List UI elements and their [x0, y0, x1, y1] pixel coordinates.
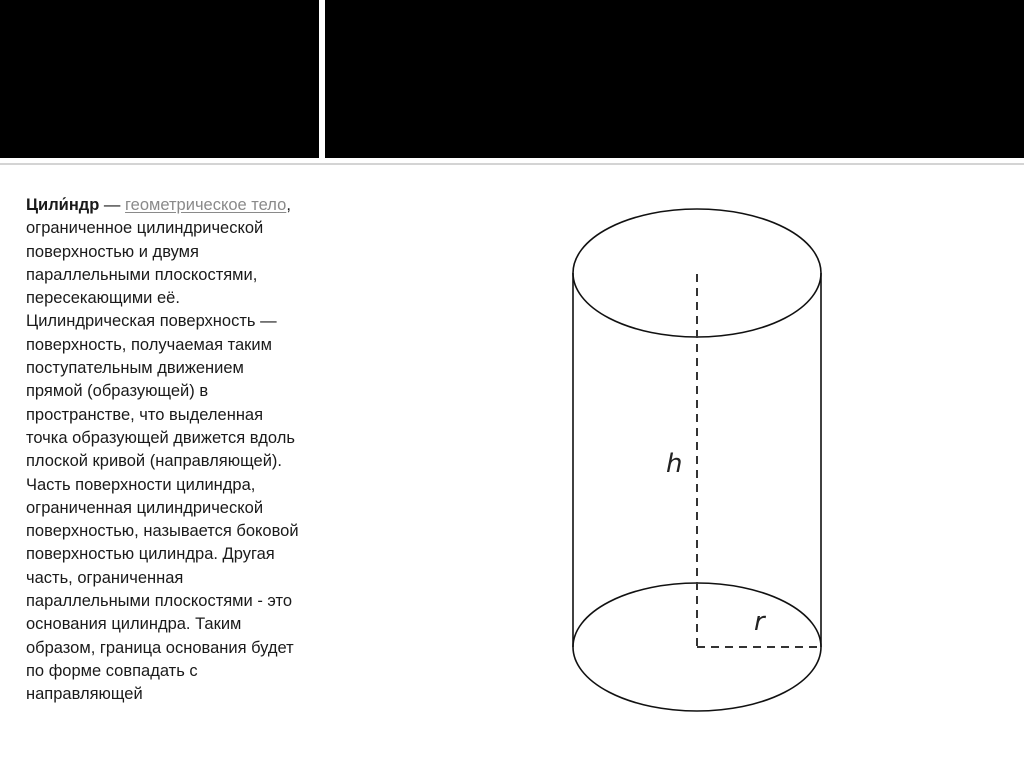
geometric-body-link[interactable]: геометрическое тело — [125, 196, 287, 214]
text-line: ограниченное цилиндрической — [26, 219, 264, 238]
text-line: часть, ограниченная — [26, 568, 184, 587]
text-line: Часть поверхности цилиндра, — [26, 475, 256, 494]
text-line: Цилиндрическая поверхность — — [26, 312, 277, 331]
term-dash: — — [99, 196, 126, 214]
text-line: прямой (образующей) в — [26, 382, 209, 401]
text-line: пространстве, что выделенная — [26, 405, 264, 424]
text-line: основания цилиндра. Таким — [26, 615, 242, 634]
text-line: плоской кривой (направляющей). — [26, 452, 282, 471]
text-line: поступательным движением — [26, 359, 244, 378]
radius-label: r — [754, 607, 765, 637]
link-comma: , — [286, 196, 291, 214]
text-line: направляющей — [26, 685, 143, 704]
text-line: точка образующей движется вдоль — [26, 428, 295, 447]
text-line: ограниченная цилиндрической — [26, 498, 264, 517]
text-line: по форме совпадать с — [26, 661, 198, 680]
text-line: поверхностью цилиндра. Другая — [26, 545, 275, 564]
height-label: h — [666, 449, 683, 479]
text-line: поверхностью, называется боковой — [26, 522, 299, 541]
text-line: образом, граница основания будет — [26, 638, 294, 657]
text-line: поверхностью и двумя — [26, 242, 199, 261]
text-line: пересекающими её. — [26, 289, 180, 308]
text-line: параллельными плоскостями - это — [26, 592, 293, 611]
term-cylinder: Цили́ндр — [26, 196, 100, 214]
text-line: параллельными плоскостями, — [26, 265, 258, 284]
text-line: поверхность, получаемая таким — [26, 335, 272, 354]
